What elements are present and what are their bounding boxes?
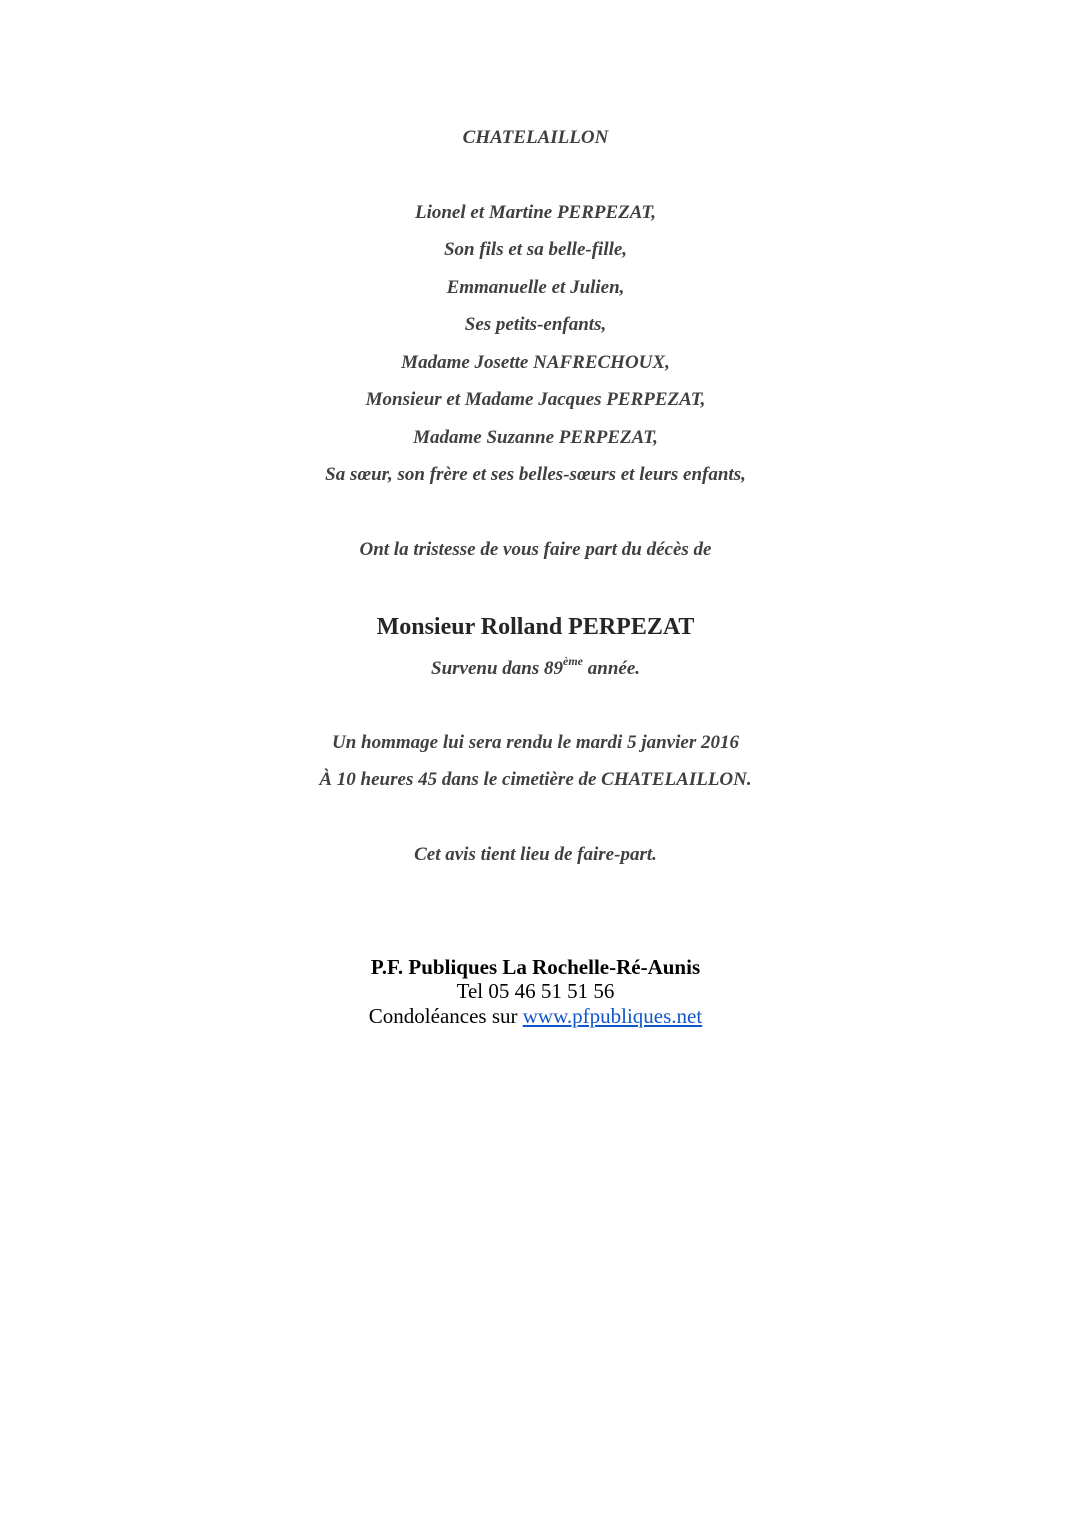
funeral-home-name: P.F. Publiques La Rochelle-Ré-Aunis	[370, 955, 701, 979]
family-line: Lionel et Martine PERPEZAT,	[414, 202, 657, 223]
age-prefix: Survenu dans 89	[431, 658, 563, 679]
family-line: Sa sœur, son frère et ses belles-sœurs et leurs enfants,	[325, 464, 746, 485]
deceased-name: Monsieur Rolland PERPEZAT	[376, 614, 695, 640]
family-line: Son fils et sa belle-fille,	[443, 239, 628, 260]
condolences-line	[0, 1004, 1071, 1028]
ceremony-line-2: À 10 heures 45 dans le cimetière de CHATELAILLON.	[319, 769, 752, 790]
condolences-prefix: Condoléances sur	[368, 1004, 523, 1028]
family-line: Monsieur et Madame Jacques PERPEZAT,	[365, 389, 706, 410]
website-link[interactable]: www.pfpubliques.net	[522, 1004, 703, 1028]
family-line: Madame Suzanne PERPEZAT,	[413, 427, 658, 448]
age-suffix: année.	[583, 658, 640, 679]
family-line: Madame Josette NAFRECHOUX,	[401, 352, 670, 373]
age-line	[0, 654, 1071, 681]
announcement-text: Ont la tristesse de vous faire part du décès de	[359, 539, 712, 560]
ceremony-line-1: Un hommage lui sera rendu le mardi 5 janvier 2016	[332, 732, 739, 753]
age-ordinal: ème	[563, 654, 583, 668]
funeral-home-phone: Tel 05 46 51 51 56	[456, 979, 615, 1003]
family-line: Ses petits-enfants,	[464, 314, 607, 335]
family-line: Emmanuelle et Julien,	[446, 277, 625, 298]
notice-text: Cet avis tient lieu de faire-part.	[414, 844, 657, 865]
town-heading: CHATELAILLON	[462, 127, 609, 148]
